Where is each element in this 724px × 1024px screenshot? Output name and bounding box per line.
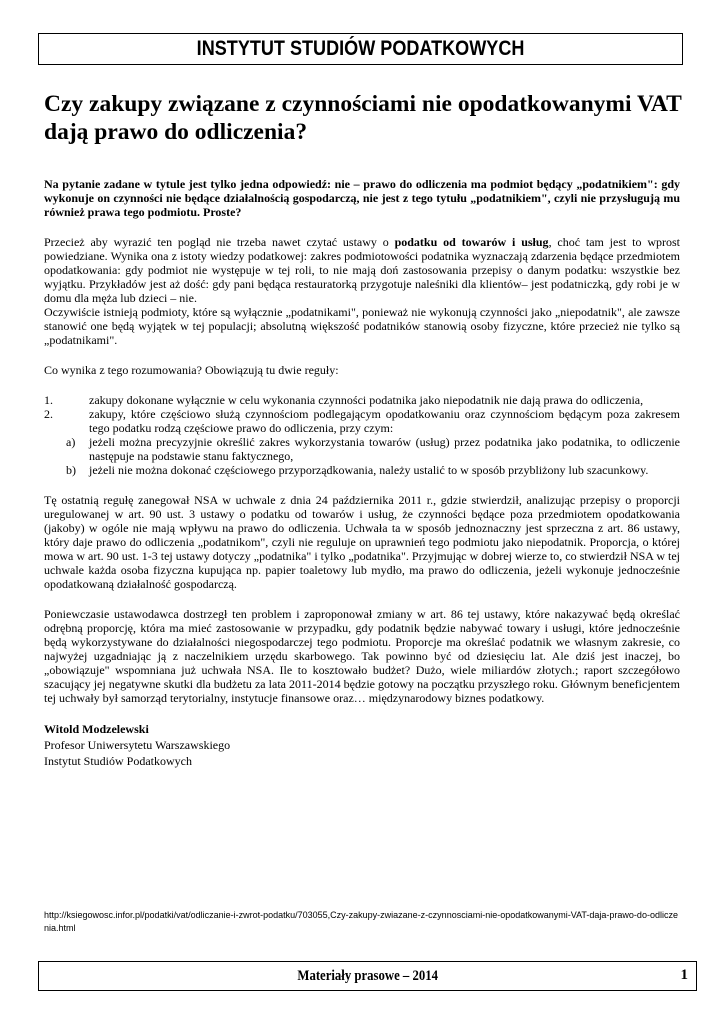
author-block xyxy=(44,721,680,769)
sub-list-item-letter: a) xyxy=(66,435,76,449)
paragraph-4: Tę ostatnią regułę zanegował NSA w uchwale z dnia 24 października 2011 r., gdzie stwierdził, analizując przepisy o proporcji uregulowanej w art. 90 ust. 3 ustawy o podatku od towarów i usług, że czynności będące poza przedmiotem opodatkowania (jakoby) w ogóle nie mają wpływu na prawo do odliczenia. Uchwała ta w sposób jednoznaczny jest sprzeczna z art. 86 ustawy, który daje prawo do odliczenia „podatnikom", czyli nie reguluje on uprawnień tego podmiotu jako niepodatnik. Proporcja, o której mowa w art. 90 ust. 1-3 tej ustawy dotyczy „podatnika" i tylko „podatnika". Przyjmując w dobrej wierze to, co stwierdził NSA w tej uchwale każda osoba fizyczna kupująca np. papier toaletowy lub mydło, ma prawo do odliczenia, jeżeli wykonuje jednocześnie opodatkowaną działalność gospodarczą. xyxy=(44,493,680,591)
author-position: Profesor Uniwersytetu Warszawskiego xyxy=(44,738,231,752)
author-institution: Instytut Studiów Podatkowych xyxy=(44,754,193,768)
sub-list-item-letter: b) xyxy=(66,463,76,477)
source-url: http://ksiegowosc.infor.pl/podatki/vat/odliczanie-i-zwrot-podatku/703055,Czy-zakupy-zwiazane-z-czynnosciami-nie-opodatkowanymi-VAT-daja-prawo-do-odliczenia.html xyxy=(44,910,678,933)
lead-paragraph: Na pytanie zadane w tytule jest tylko jedna odpowiedź: nie – prawo do odliczenia ma podmiot będący „podatnikiem": gdy wykonuje on czynności nie będące działalnością gospodarczą, nie jest z tego tytułu „podatnikiem", czyli nie przysługują mu również prawa tego podmiotu. Proste? xyxy=(44,177,680,219)
paragraph-5: Poniewczasie ustawodawca dostrzegł ten problem i zaproponował zmiany w art. 86 tej ustawy, które nakazywać będą określać odrębną proporcję, która ma mieć zastosowanie w przypadku, gdy podatnik będzie nabywać towary i usługi, które jednocześnie będą wykorzystywane do działalności niegospodarczej tego podmiotu. Proporcje ma określać podatnik we własnym zakresie, co najwyżej uzgadniając ją z naczelnikiem urzędu skarbowego. Tak powinno być od dziesięciu lat. Ale dziś jest inaczej, bo „obowiązuje" wspomniana już uchwała NSA. Ile to kosztowało budżet? Dużo, wiele miliardów złotych.; raport szczegółowo szacujący jej negatywne skutki dla budżetu za lata 2011-2014 będzie gotowy na początku przyszłego roku. Głównym beneficjentem tej uchwały był samorząd terytorialny, instytucje finansowe oraz… międzynarodowy biznes podatkowy. xyxy=(44,607,680,705)
paragraph-1-bold: podatku od towarów i usług xyxy=(394,235,549,249)
paragraph-1-end: , choć tam jest to wprost powiedziane. Wynika ona z istoty wiedzy podatkowej: zakres podmiotowości podatnika wyznaczają zdarzenia będące przedmiotem opodatkowania: gdy podmiot nie występuje w tej roli, to nie mają doń zastosowania przepisy o danym podatku: wszystkie bez wyjątku. Przykładów jest aż dość: gdy pani będąca restauratorką przygotuje naleśniki dla klientów– jest podatniczką, gdy robi je w domu dla męża lub dzieci – nie. xyxy=(44,235,680,305)
author-name: Witold Modzelewski xyxy=(44,722,149,736)
page-number: 1 xyxy=(680,967,688,983)
sub-list-item xyxy=(44,463,680,477)
footer-banner xyxy=(38,961,697,991)
paragraph-1-start: Przecież aby wyrazić ten pogląd nie trzeba nawet czytać ustawy o xyxy=(44,235,395,249)
list-item-number: 2. xyxy=(44,407,53,421)
institute-name: INSTYTUT STUDIÓW PODATKOWYCH xyxy=(196,37,525,60)
list-item-text: zakupy, które częściowo służą czynnościom podlegającym opodatkowaniu oraz czynnościom będącym poza zakresem tego podatku rodzą częściowe prawo do odliczenia, przy czym: xyxy=(89,407,680,435)
sub-list-item-text: jeżeli można precyzyjnie określić zakres wykorzystania towarów (usług) przez podatnika jako podatnika, to odliczenie następuje na podstawie stanu faktycznego, xyxy=(89,435,680,463)
paragraph-2: Oczywiście istnieją podmioty, które są wyłącznie „podatnikami", ponieważ nie wykonują czynności jako „niepodatnik", ale zawsze stanowić one będą wyjątek w tej populacji; absolutną większość podatników stanowią osoby fizyczne, które przecież nie tylko są „podatnikami". xyxy=(44,305,680,347)
list-item-text: zakupy dokonane wyłącznie w celu wykonania czynności podatnika jako niepodatnik nie dają prawa do odliczenia, xyxy=(89,393,644,407)
list-item xyxy=(44,407,680,435)
rules-list xyxy=(44,393,680,477)
paragraph-1 xyxy=(44,235,680,305)
list-item-number: 1. xyxy=(44,393,53,407)
list-item xyxy=(44,393,680,407)
sub-list-item xyxy=(44,435,680,463)
paragraph-3: Co wynika z tego rozumowania? Obowiązują tu dwie reguły: xyxy=(44,363,339,377)
article-body xyxy=(44,177,680,769)
article-title: Czy zakupy związane z czynnościami nie opodatkowanymi VAT dają prawo do odliczenia? xyxy=(44,91,682,145)
header-banner xyxy=(38,33,683,65)
footer-label: Materiały prasowe – 2014 xyxy=(297,967,438,984)
sub-list-item-text: jeżeli nie można dokonać częściowego przyporządkowania, należy ustalić to w sposób przybliżony lub szacunkowy. xyxy=(89,463,649,477)
